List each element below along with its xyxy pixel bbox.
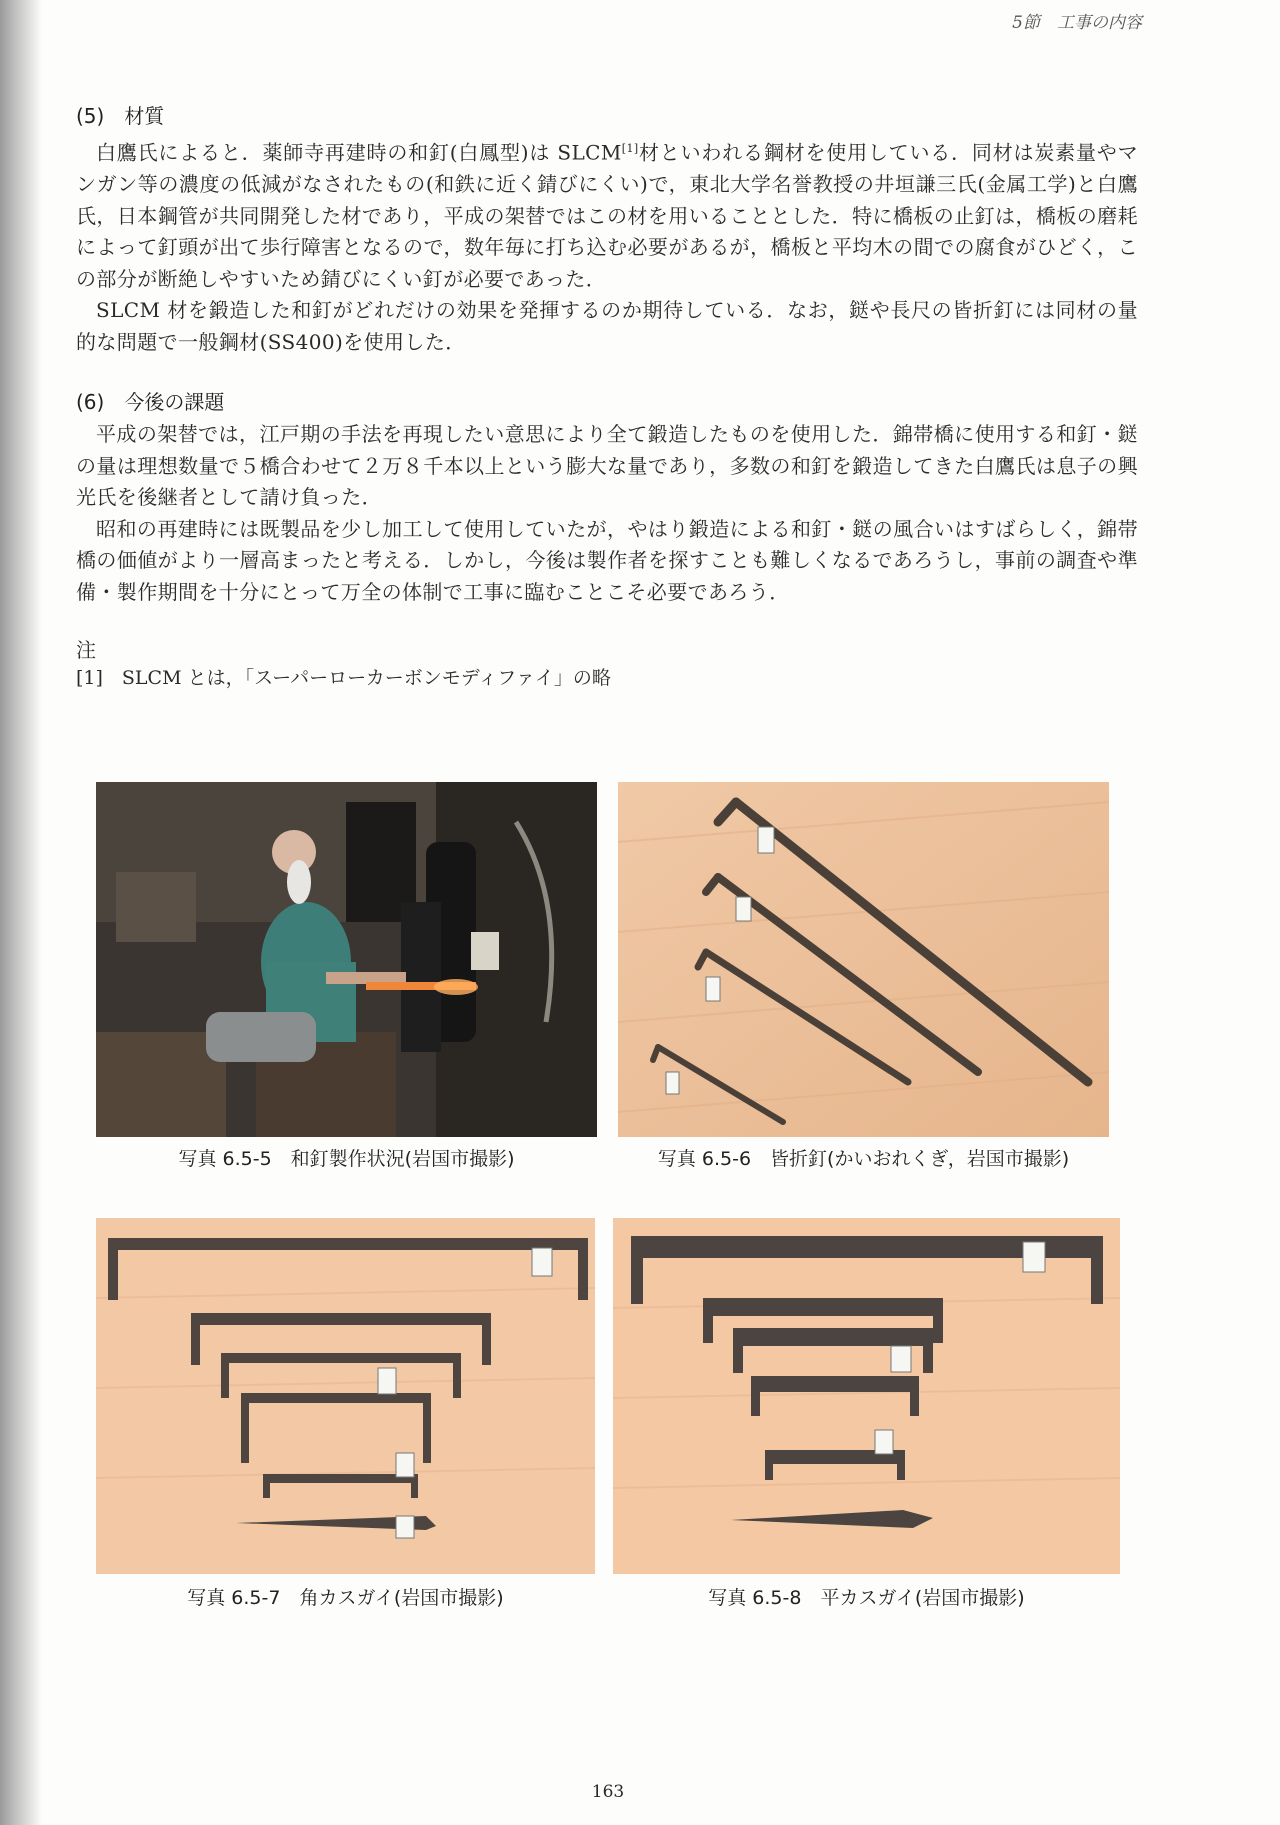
photo-nail-making: [96, 782, 597, 1137]
section-heading-material: (5) 材質: [76, 104, 165, 128]
photo-caption-flat-kasugai: 写真 6.5-8 平カスガイ(岩国市撮影): [708, 1587, 1025, 1609]
page-gutter-shadow: [0, 0, 42, 1825]
photo-caption-nail-making: 写真 6.5-5 和釘製作状況(岩国市撮影): [178, 1148, 515, 1170]
paragraph-material-2: SLCM 材を鍛造した和釘がどれだけの効果を発揮するのか期待している．なお，鎹や長尺の皆折釘には同材の量的な問題で一般鋼材(SS400)を使用した．: [76, 298, 1138, 354]
page-number: 163: [591, 1782, 625, 1802]
photo-caption-kaiore-nails: 写真 6.5-6 皆折釘(かいおれくぎ，岩国市撮影): [657, 1148, 1070, 1170]
paragraph-material-1: [76, 133, 1138, 295]
running-head: 5節 工事の内容: [1012, 13, 1142, 33]
paragraph-text: 材といわれる鋼材を使用している．同材は炭素量やマンガン等の濃度の低減がなされたもの(和鉄に近く錆びにくい)で，東北大学名誉教授の井垣謙三氏(金属工学)と白鷹氏，日本鋼管が共同開発した材であり，平成の架替ではこの材を用いることとした．特に橋板の止釘は，橋板の磨耗によって釘頭が出て歩行障害となるので，数年毎に打ち込む必要があるが，橋板と平均木の間での腐食がひどく，この部分が断絶しやすいため錆びにくい釘が必要であった．: [76, 140, 1138, 291]
photo-kaiore-nails: [618, 782, 1109, 1137]
section-material: [76, 100, 1138, 358]
photo-caption-square-kasugai: 写真 6.5-7 角カスガイ(岩国市撮影): [187, 1587, 504, 1609]
paragraph-future-1: 平成の架替では，江戸期の手法を再現したい意思により全て鍛造したものを使用した．錦帯橋に使用する和釘・鎹の量は理想数量で５橋合わせて２万８千本以上という膨大な量であり，多数の和釘を鍛造してきた白鷹氏は息子の興光氏を後継者として請け負った．: [76, 422, 1138, 509]
section-future-issues: [76, 386, 1138, 608]
photo-square-kasugai: [96, 1218, 595, 1574]
section-heading-future: (6) 今後の課題: [76, 390, 225, 414]
footnote-ref[interactable]: [1]: [621, 142, 639, 155]
note-item: [1] SLCM とは，「スーパーローカーボンモディファイ」の略: [76, 667, 611, 689]
paragraph-future-2: 昭和の再建時には既製品を少し加工して使用していたが，やはり鍛造による和釘・鎹の風合いはすばらしく，錦帯橋の価値がより一層高まったと考える．しかし，今後は製作者を探すことも難しくなるであろうし，事前の調査や準備・製作期間を十分にとって万全の体制で工事に臨むことこそ必要であろう．: [76, 516, 1138, 604]
notes: [76, 636, 1138, 692]
notes-heading: 注: [76, 638, 96, 662]
photo-flat-kasugai: [613, 1218, 1120, 1574]
paragraph-text: 白鷹氏によると．薬師寺再建時の和釘(白鳳型)は SLCM: [96, 140, 622, 165]
